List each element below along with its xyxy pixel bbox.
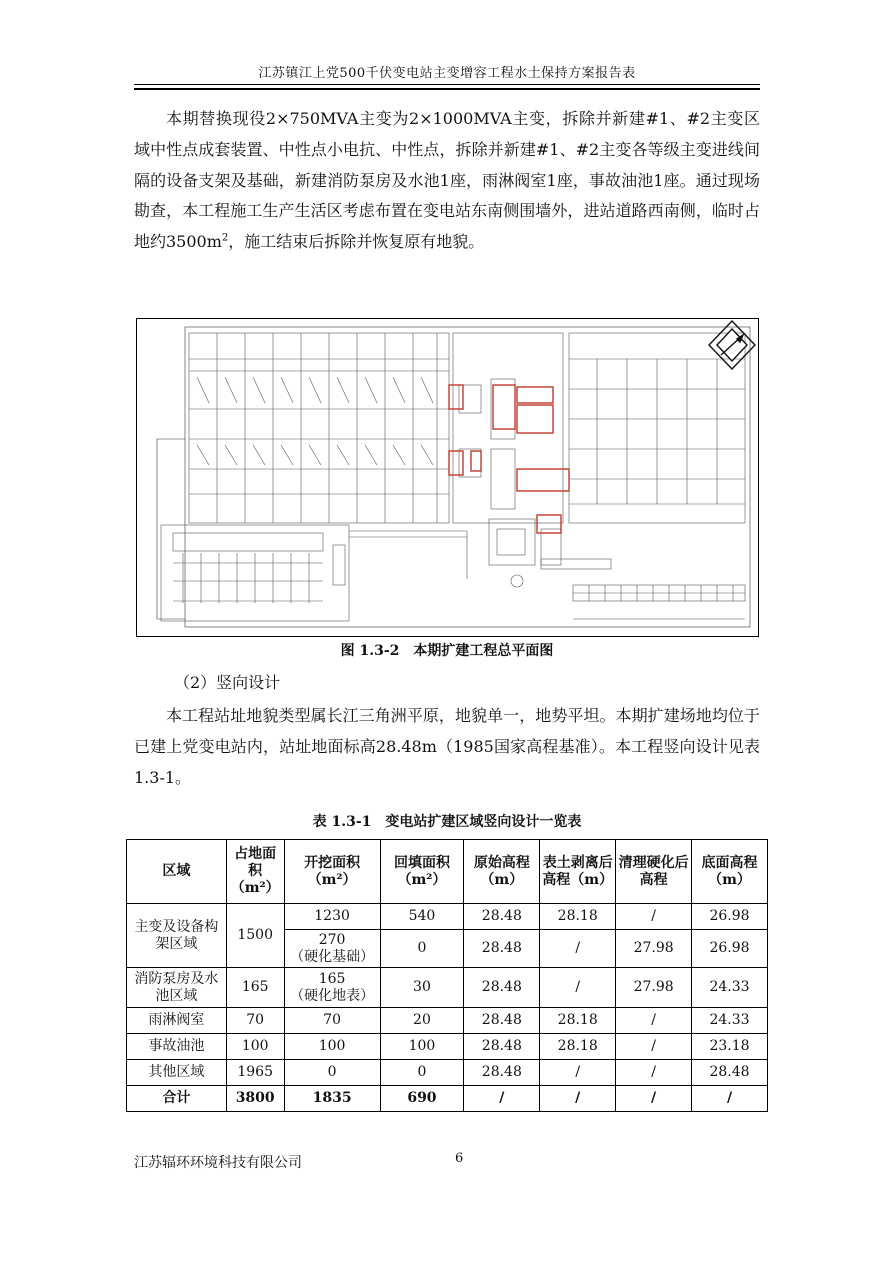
cell-hardened: /	[616, 904, 692, 930]
cell-stripped: 28.18	[540, 904, 616, 930]
cell-area: 165	[226, 968, 284, 1008]
cell-excavation: 1230	[284, 904, 380, 930]
header-bottom: 底面高程（m）	[692, 840, 768, 904]
cell-original: 28.48	[464, 968, 540, 1008]
cell-backfill: 30	[380, 968, 464, 1008]
cell-original: /	[464, 1086, 540, 1112]
header-excavation: 开挖面积 （m²）	[284, 840, 380, 904]
page-header: 江苏镇江上党500千伏变电站主变增容工程水土保持方案报告表	[258, 66, 636, 81]
cell-bottom: 23.18	[692, 1034, 768, 1060]
cell-bottom: 26.98	[692, 904, 768, 930]
header-region: 区域	[127, 840, 227, 904]
cell-excavation: 270 （硬化基础）	[284, 930, 380, 968]
header-rule-thin	[134, 84, 760, 85]
site-plan-svg	[137, 319, 758, 636]
cell-excavation: 165 （硬化地表）	[284, 968, 380, 1008]
cell-area: 1500	[226, 904, 284, 968]
cell-hardened: /	[616, 1034, 692, 1060]
footer-company: 江苏辐环环境科技有限公司	[134, 1155, 302, 1171]
cell-original: 28.48	[464, 1008, 540, 1034]
cell-stripped: /	[540, 1086, 616, 1112]
paragraph-2: 本工程站址地貌类型属长江三角洲平原，地貌单一，地势平坦。本期扩建场地均位于已建上党变电站内，站址地面标高28.48m（1985国家高程基准）。本工程竖向设计见表1.3-1。	[134, 706, 760, 787]
table-row	[127, 1034, 768, 1060]
cell-excavation: 100	[284, 1034, 380, 1060]
north-arrow-icon	[709, 321, 755, 369]
cell-excavation: 0	[284, 1060, 380, 1086]
cell-area: 1965	[226, 1060, 284, 1086]
vertical-design-table	[126, 839, 768, 1112]
page-number: 6	[455, 1151, 464, 1166]
cell-excavation: 1835	[284, 1086, 380, 1112]
cell-backfill: 20	[380, 1008, 464, 1034]
cell-backfill: 690	[380, 1086, 464, 1112]
cell-hardened: 27.98	[616, 968, 692, 1008]
cell-area: 100	[226, 1034, 284, 1060]
header-rule-thick	[134, 88, 760, 90]
paragraph-1: 本期替换现役2×750MVA主变为2×1000MVA主变，拆除并新建#1、#2主变区域中性点成套装置、中性点小电抗、中性点，拆除并新建#1、#2主变各等级主变进线间隔的设备支架及基础，新建消防泵房及水池1座，雨淋阀室1座，事故油池1座。通过现场勘查，本工程施工生产生活区考虑布置在变电站东南侧围墙外，进站道路西南侧，临时占地约$3500m^2$，施工结束后拆除并恢复原有地貌。	[134, 109, 760, 252]
cell-hardened: 27.98	[616, 930, 692, 968]
cell-backfill: 0	[380, 930, 464, 968]
cell-hardened: /	[616, 1086, 692, 1112]
section-subheading: （2）竖向设计	[174, 673, 281, 692]
cell-excavation: 70	[284, 1008, 380, 1034]
cell-original: 28.48	[464, 1034, 540, 1060]
cell-region: 其他区域	[127, 1060, 227, 1086]
cell-region: 主变及设备构架区域	[127, 904, 227, 968]
cell-region: 雨淋阀室	[127, 1008, 227, 1034]
cell-backfill: 540	[380, 904, 464, 930]
table-row	[127, 1008, 768, 1034]
cell-region: 事故油池	[127, 1034, 227, 1060]
cell-bottom: 28.48	[692, 1060, 768, 1086]
cell-bottom: 26.98	[692, 930, 768, 968]
table-row	[127, 904, 768, 930]
cell-bottom: 24.33	[692, 1008, 768, 1034]
cell-backfill: 0	[380, 1060, 464, 1086]
cell-region: 消防泵房及水池区域	[127, 968, 227, 1008]
cell-original: 28.48	[464, 930, 540, 968]
header-stripped: 表土剥离后高程（m）	[540, 840, 616, 904]
table-header-row	[127, 840, 768, 904]
cell-stripped: /	[540, 968, 616, 1008]
cell-backfill: 100	[380, 1034, 464, 1060]
cell-original: 28.48	[464, 1060, 540, 1086]
cell-bottom: /	[692, 1086, 768, 1112]
header-area: 占地面积 （m²）	[226, 840, 284, 904]
figure-caption: 图 1.3-2 本期扩建工程总平面图	[340, 643, 554, 659]
header-original: 原始高程（m）	[464, 840, 540, 904]
cell-region: 合计	[127, 1086, 227, 1112]
cell-hardened: /	[616, 1008, 692, 1034]
cell-stripped: 28.18	[540, 1008, 616, 1034]
cell-area: 70	[226, 1008, 284, 1034]
header-backfill: 回填面积 （m²）	[380, 840, 464, 904]
cell-stripped: 28.18	[540, 1034, 616, 1060]
table-caption: 表 1.3-1 变电站扩建区域竖向设计一览表	[312, 814, 582, 830]
cell-bottom: 24.33	[692, 968, 768, 1008]
table-total-row	[127, 1086, 768, 1112]
site-plan-drawing	[136, 318, 759, 637]
table-row	[127, 968, 768, 1008]
table-row	[127, 1060, 768, 1086]
header-hardened: 清理硬化后高程	[616, 840, 692, 904]
cell-stripped: /	[540, 930, 616, 968]
cell-hardened: /	[616, 1060, 692, 1086]
cell-stripped: /	[540, 1060, 616, 1086]
cell-area: 3800	[226, 1086, 284, 1112]
cell-original: 28.48	[464, 904, 540, 930]
